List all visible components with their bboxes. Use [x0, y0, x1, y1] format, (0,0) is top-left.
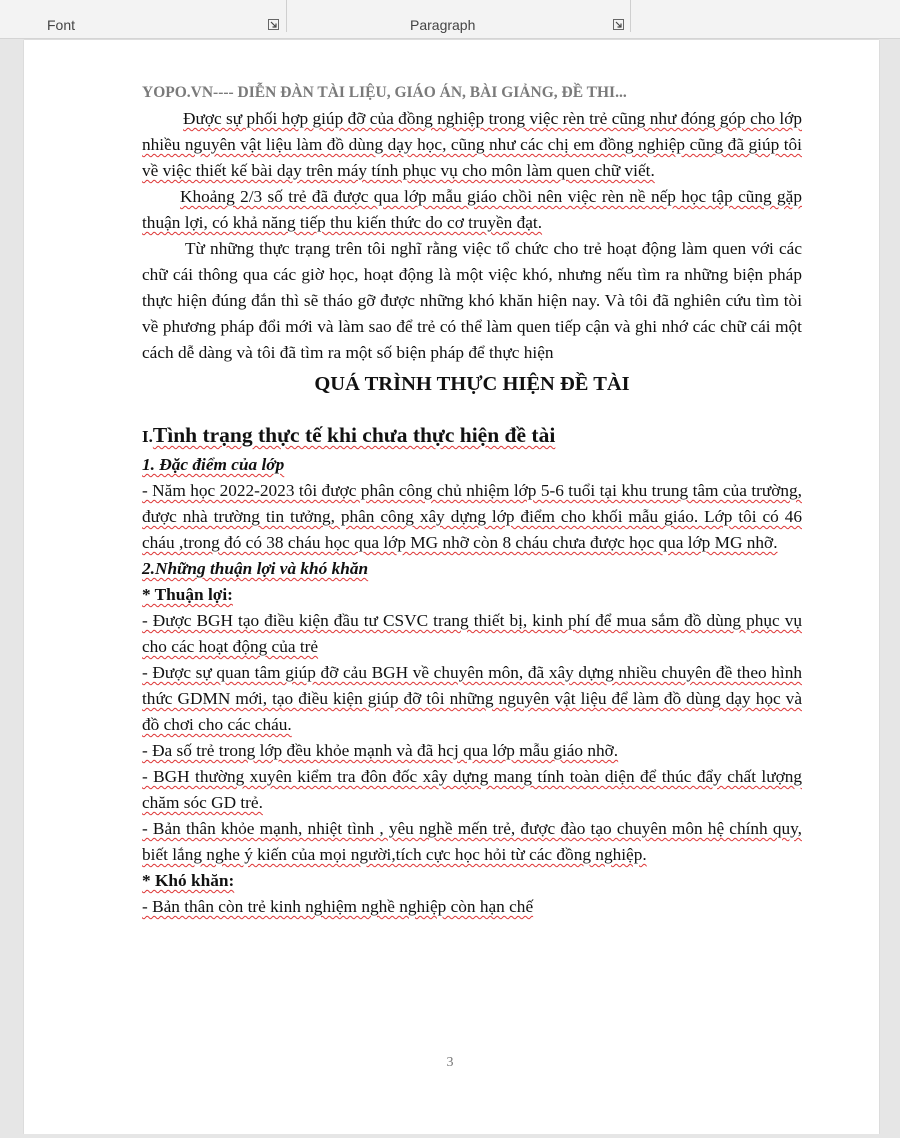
- paragraph-dialog-launcher-icon[interactable]: [613, 19, 624, 30]
- list-item: - Đa số trẻ trong lớp đều khỏe mạnh và đã hcj qua lớp mẫu giáo nhỡ.: [142, 741, 619, 760]
- ribbon: [0, 0, 900, 39]
- paragraph: Khoảng 2/3 số trẻ đã được qua lớp mẫu giáo chồi nên việc rèn nề nếp học tập cũng gặp thuận lợi, có khả năng tiếp thu kiến thức do cơ truyền đạt.: [142, 187, 802, 232]
- list-heading: * Khó khăn:: [142, 871, 235, 890]
- page-gap: [0, 1134, 880, 1138]
- font-group-label: Font: [47, 17, 76, 33]
- list-item: - BGH thường xuyên kiểm tra đôn đốc xây dựng mang tính toàn diện để thúc đẩy chất lượng chăm sóc GD trẻ.: [142, 767, 802, 812]
- ribbon-separator: [630, 0, 631, 32]
- vertical-scrollbar[interactable]: [880, 40, 900, 1138]
- subsection-heading: 2.Những thuận lợi và khó khăn: [142, 559, 369, 578]
- document-title: QUÁ TRÌNH THỰC HIỆN ĐỀ TÀI: [314, 373, 630, 395]
- page-header: YOPO.VN---- DIỄN ĐÀN TÀI LIỆU, GIÁO ÁN, BÀI GIẢNG, ĐỀ THI...: [142, 84, 627, 101]
- paragraph: - Năm học 2022-2023 tôi được phân công chủ nhiệm lớp 5-6 tuổi tại khu trung tâm của trường, được nhà trường tin tưởng, phân công xây dựng lớp điểm cho khối mẫu giáo. Lớp tôi có 46 cháu ,trong đó có 38 cháu học qua lớp MG nhỡ còn 8 cháu chưa được học qua lớp MG nhỡ.: [142, 481, 802, 552]
- font-dialog-launcher-icon[interactable]: [268, 19, 279, 30]
- list-item: - Bản thân còn trẻ kinh nghiệm nghề nghiệp còn hạn chế: [142, 897, 534, 916]
- page-number: 3: [446, 1055, 454, 1070]
- section-number: I.: [142, 427, 153, 446]
- ribbon-separator: [286, 0, 287, 32]
- section-heading: [142, 420, 802, 452]
- list-item: - Bản thân khỏe mạnh, nhiệt tình , yêu nghề mến trẻ, được đào tạo chuyên môn hệ chính quy, biết lắng nghe ý kiến của mọi người,tích cực học hỏi từ các đồng nghiệp.: [142, 819, 802, 864]
- section-title: Tình trạng thực tế khi chưa thực hiện đề tài: [152, 423, 556, 447]
- paragraph: Từ những thực trạng trên tôi nghĩ rằng việc tổ chức cho trẻ hoạt động làm quen với các chữ cái thông qua các giờ học, hoạt động là một việc khó, nhưng nếu tìm ra những biện pháp thực hiện đúng đắn thì sẽ tháo gỡ được những khó khăn hiện nay. Và tôi đã nghiên cứu tìm tòi về phương pháp đổi mới và làm sao để trẻ có thể làm quen tiếp cận và ghi nhớ các chữ cái một cách dễ dàng và tôi đã tìm ra một số biện pháp để thực hiện: [142, 239, 802, 362]
- list-item: - Được BGH tạo điều kiện đầu tư CSVC trang thiết bị, kinh phí để mua sắm đồ dùng phục vụ cho các hoạt động của trẻ: [142, 611, 802, 656]
- list-heading: * Thuận lợi:: [142, 585, 233, 604]
- document-body[interactable]: [142, 78, 802, 920]
- paragraph: Được sự phối hợp giúp đỡ của đồng nghiệp trong việc rèn trẻ cũng như đóng góp cho lớp nhiều nguyên vật liệu làm đồ dùng dạy học, cũng như các chị em đồng nghiệp cũng đã giúp tôi về việc thiết kế bài dạy trên máy tính phục vụ cho môn làm quen chữ viết.: [142, 109, 802, 180]
- list-item: - Được sự quan tâm giúp đỡ cảu BGH về chuyên môn, đã xây dựng nhiều chuyên đề theo hình thức GDMN mới, tạo điều kiện giúp đỡ tôi những nguyên vật liệu để làm đồ dùng dạy học và đồ chơi cho các cháu.: [142, 663, 802, 734]
- subsection-heading: 1. Đặc điểm của lớp: [142, 455, 285, 474]
- paragraph-group-label: Paragraph: [410, 17, 476, 33]
